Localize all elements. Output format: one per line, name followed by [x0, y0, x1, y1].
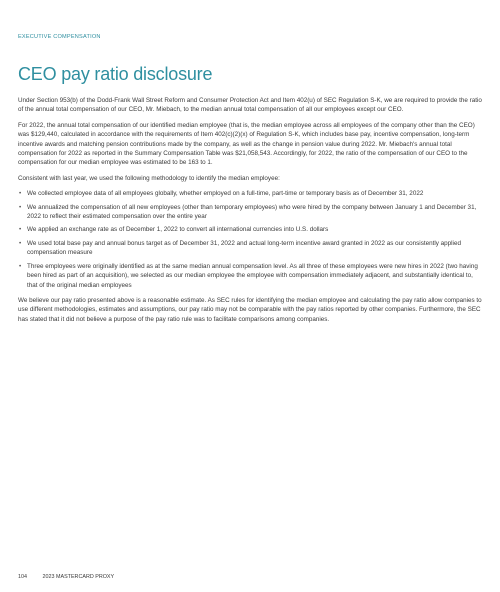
footer-doc-title: 2023 MASTERCARD PROXY: [42, 574, 115, 580]
methodology-list: [18, 189, 482, 290]
list-item-text: We collected employee data of all employees globally, whether employed on a full-time, part-time or temporary basis as of December 31, 2022: [27, 190, 424, 198]
list-item: [18, 239, 482, 258]
page-number: 104: [18, 574, 27, 580]
bullet-icon: •: [19, 262, 22, 270]
bullet-icon: •: [19, 203, 22, 211]
list-item: [18, 225, 482, 234]
page-footer: [18, 574, 114, 580]
list-item: [18, 189, 482, 198]
compensation-paragraph: For 2022, the annual total compensation of our identified median employee (that is, the median employee across all employees of the company other than the CEO) was $129,440, calculated in accordance with the requirements of Item 402(c)(2)(x) of Regulation S-K, which includes base pay, incentive compensation, long-term incentive awards and matching pension contributions made by the company, as well as the change in pension value during 2022. Mr. Miebach's annual total compensation for 2022 as reported in the Summary Compensation Table was $21,058,543. Accordingly, for 2022, the ratio of the compensation of our CEO to the compensation for our median employee was estimated to be 163 to 1.: [18, 121, 475, 167]
bullet-icon: •: [19, 190, 22, 198]
list-item: [18, 203, 482, 222]
section-label: EXECUTIVE COMPENSATION: [18, 34, 101, 40]
page-title: CEO pay ratio disclosure: [18, 64, 213, 84]
methodology-intro-paragraph: Consistent with last year, we used the following methodology to identify the median employee:: [18, 174, 280, 182]
list-item-text: We applied an exchange rate as of December 1, 2022 to convert all international currencies into U.S. dollars: [27, 226, 329, 234]
intro-paragraph: Under Section 953(b) of the Dodd-Frank Wall Street Reform and Consumer Protection Act and Item 402(u) of SEC Regulation S-K, we are required to provide the ratio of the annual total compensation of our CEO, Mr. Miebach, to the median annual total compensation of all our employees except our CEO.: [18, 97, 482, 114]
list-item-text: We used total base pay and annual bonus target as of December 31, 2022 and actual long-term incentive award granted in 2022 as our consistently applied compensation measure: [27, 239, 461, 257]
list-item-text: Three employees were originally identified as at the same median annual compensation level. As all three of these employees were new hires in 2022 (two having been hired as part of an acquisition), we selected as our median employee the employee with compensation immediately adjacent, and substantially identical to, that of the original median employees: [27, 262, 478, 289]
conclusion-paragraph: We believe our pay ratio presented above is a reasonable estimate. As SEC rules for identifying the median employee and calculating the pay ratio allow companies to use different methodologies, estimates and assumptions, our pay ratio may not be comparable with the pay ratios reported by other companies. Furthermore, the SEC has stated that it did not believe a purpose of the pay ratio rule was to facilitate comparisons among companies.: [18, 296, 482, 323]
bullet-icon: •: [19, 239, 22, 247]
list-item-text: We annualized the compensation of all new employees (other than temporary employees) who were hired by the company between January 1 and December 31, 2022 to reflect their estimated compensation over the entire year: [27, 203, 477, 221]
document-body: [18, 96, 482, 330]
bullet-icon: •: [19, 226, 22, 234]
list-item: [18, 262, 482, 290]
